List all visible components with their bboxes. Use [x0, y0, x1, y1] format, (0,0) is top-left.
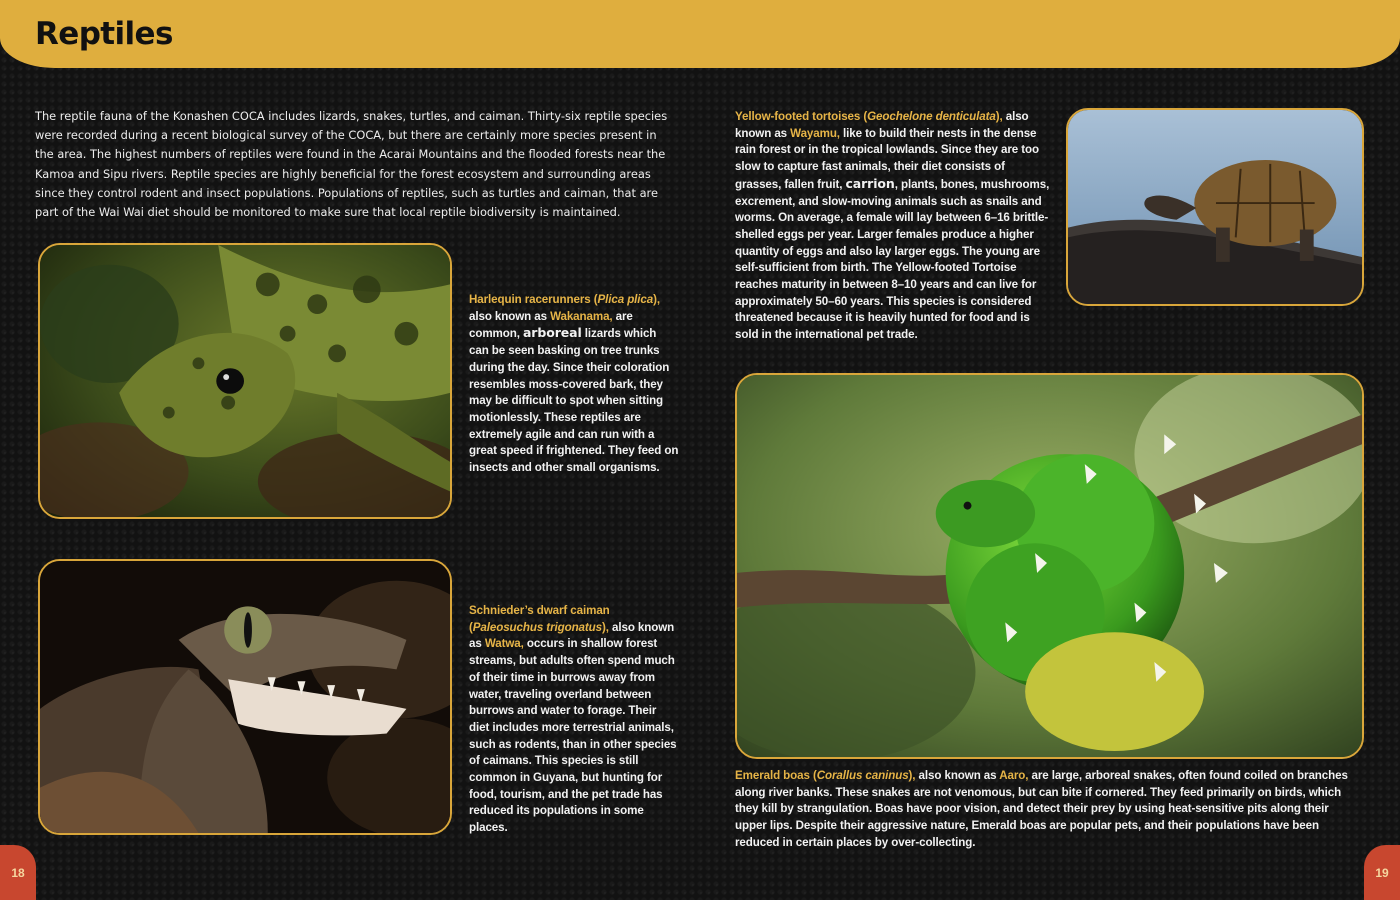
intro-paragraph: The reptile fauna of the Konashen COCA includes lizards, snakes, turtles, and caiman. Thirty-six reptile species were recorded during a recent biological survey of the COCA, but there are certainly more species present in the area. The highest numbers of reptiles were found in the Acarai Mountains and the flooded forests near the Kamoa and Sipu rivers. Reptile species are highly beneficial for the forest ecosystem and surrounding areas since they control rodent and insect populations. Populations of reptiles, such as turtles and caiman, that are part of the Wai Wai diet should be monitored to make sure that local reptile biodiversity is maintained.	[35, 109, 668, 220]
tortoise-name: Yellow-footed tortoises (Geochelone denticulata),	[735, 110, 1003, 123]
glossary-term: carrion	[845, 175, 895, 191]
header-bar	[0, 0, 1400, 68]
racerunner-local-name: Wakanama,	[550, 309, 613, 323]
caiman-name: Schnieder’s dwarf caiman	[469, 604, 610, 617]
caiman-caption: Schnieder’s dwarf caiman (Paleosuchus trigonatus), also known as Watwa, occurs in shallow forest streams, but adults often spend much of their time in burrows away from water, traveling overland between burrows and water to forage. Their diet includes more terrestrial animals, such as rodents, than in other species of caimans. This species is still common in Guyana, but hunting for food, tourism, and the pet trade has reduced its populations in some places.	[469, 604, 677, 835]
caiman-photo	[38, 559, 452, 835]
racerunner-name: Harlequin racerunners (Plica plica),	[469, 293, 661, 306]
page-title: Reptiles	[35, 16, 173, 52]
page-number-left: 18	[0, 845, 36, 900]
racerunner-caption: Harlequin racerunners (Plica plica), also known as Wakanama, are common, arboreal lizards which can be seen basking on tree trunks during the day. Since their coloration resembles moss-covered bark, they may be difficult to spot when sitting motionlessly. These reptiles are extremely agile and can run with a great speed if frightened. They feed on insects and other small organisms.	[469, 293, 679, 475]
tortoise-caption: Yellow-footed tortoises (Geochelone denticulata), also known as Wayamu, like to build their nests in the dense rain forest or in the tropical lowlands. Since they are too slow to capture fast animals, their diet consists of grasses, fallen fruit, carrion, plants, bones, mushrooms, excrement, and slow-moving animals such as snails and worms. On average, a female will lay between 6–16 brittle-shelled eggs per year. Larger females produce a higher quantity of eggs and also lay larger eggs. The young are self-sufficient from birth. The Yellow-footed Tortoise reaches maturity in between 8–10 years and can live for approximately 50–60 years. This species is considered threatened because it is heavily hunted for food and is sold in the international pet trade.	[735, 110, 1050, 342]
tortoise-photo	[1066, 108, 1364, 306]
caiman-local-name: Watwa,	[484, 637, 524, 651]
glossary-term: arboreal	[522, 325, 582, 341]
page-number-right: 19	[1364, 845, 1400, 900]
tortoise-local-name: Wayamu,	[790, 126, 840, 140]
boa-photo	[735, 373, 1364, 759]
boa-name: Emerald boas (Corallus caninus),	[735, 769, 916, 782]
boa-caption: Emerald boas (Corallus caninus), also known as Aaro, are large, arboreal snakes, often found coiled on branches along river banks. These snakes are not venomous, but can bite if cornered. They feed primarily on birds, which they kill by strangulation. Boas have poor vision, and detect their prey by using heat-sensitive pits along their upper lips. Despite their aggressive nature, Emerald boas are popular pets, and their populations have been reduced in certain places by over-collecting.	[735, 769, 1348, 849]
lizard-photo	[38, 243, 452, 519]
boa-local-name: Aaro,	[999, 769, 1029, 782]
